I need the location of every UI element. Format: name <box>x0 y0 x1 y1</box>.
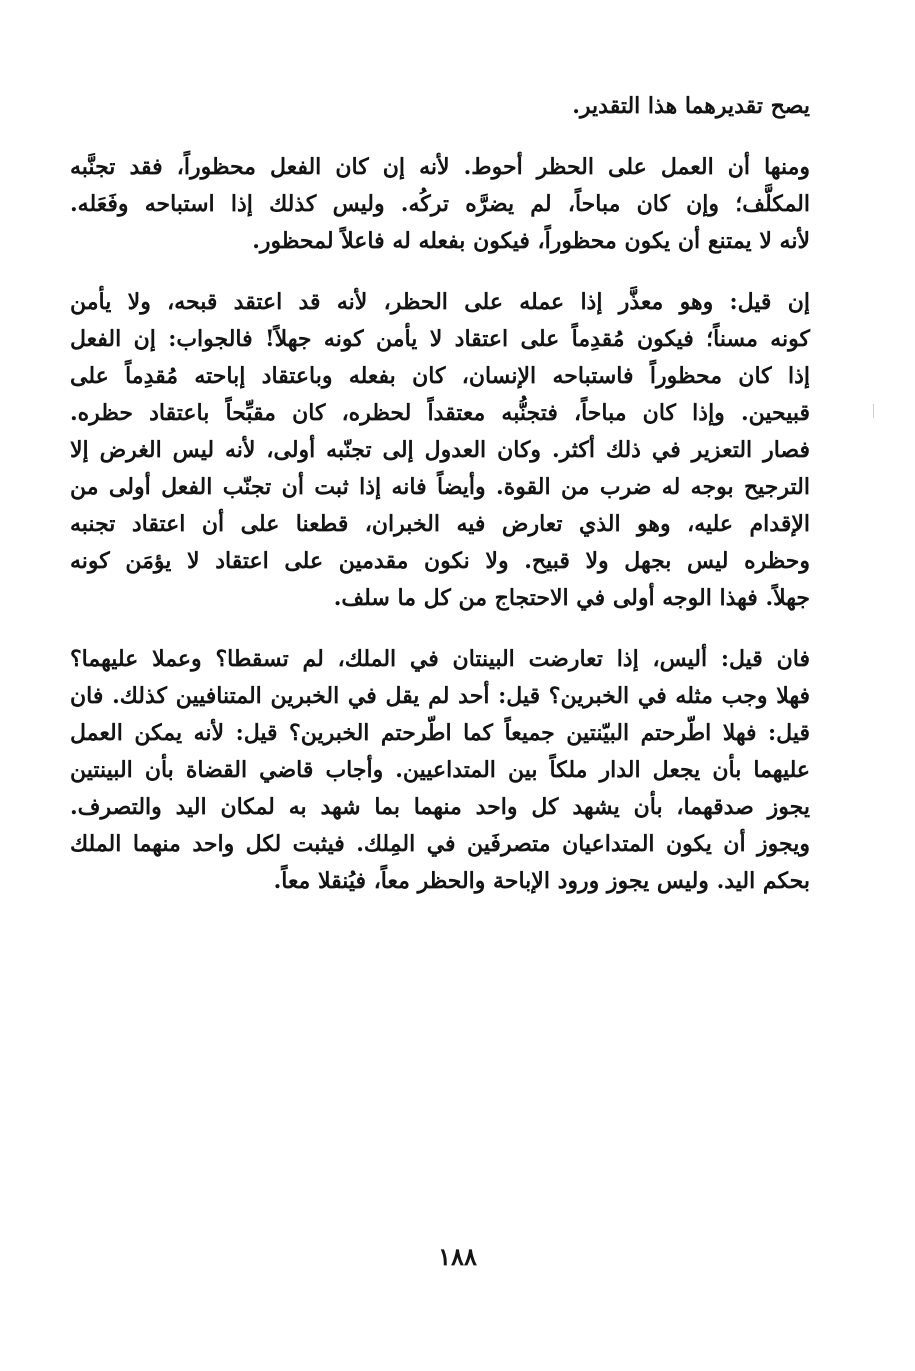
text-line: بحكم اليد. وليس يجوز ورود الإباحة والحظر معاً، فيُنقلا معاً. <box>273 868 810 894</box>
margin-mark <box>873 404 874 418</box>
paragraph-3 <box>70 284 810 617</box>
text-line: فان قيل: أليس، إذا تعارضت البينتان في الملك، لم تسقطا؟ وعملا عليهما؟ <box>70 646 810 672</box>
paragraph-4 <box>70 641 810 900</box>
text-line: يصح تقديرهما هذا التقدير. <box>572 93 810 119</box>
text-line: إذا كان محظوراً فاستباحه الإنسان، كان بفعله وباعتقاد إباحته مُقدِماً على <box>70 363 810 389</box>
text-line: ومنها أن العمل على الحظر أحوط. لأنه إن كان الفعل محظوراً، فقد تجنَّبه <box>70 154 810 180</box>
text-line: المكلَّف؛ وإن كان مباحاً، لم يضرَّه تركُه. وليس كذلك إذا استباحه وفَعَله. <box>70 191 810 217</box>
text-line: الإقدام عليه، وهو الذي تعارض فيه الخبران، قطعنا على أن اعتقاد تجنبه <box>70 511 810 537</box>
text-line: عليهما بأن يجعل الدار ملكاً بين المتداعيين. وأجاب قاضي القضاة بأن البينتين <box>70 757 810 783</box>
text-line: الترجيح بوجه له ضرب من القوة. وأيضاً فانه إذا ثبت أن تجنّب الفعل أولى من <box>70 474 810 500</box>
text-line: يجوز صدقهما، بأن يشهد كل واحد منهما بما شهد به لمكان اليد والتصرف. <box>70 794 810 820</box>
text-line: كونه مسناً؛ فيكون مُقدِماً على اعتقاد لا يأمن كونه جهلاً! فالجواب: إن الفعل <box>70 326 810 352</box>
text-line: وحظره ليس بجهل ولا قبيح. ولا نكون مقدمين على اعتقاد لا يؤمَن كونه <box>70 548 810 574</box>
text-line: ويجوز أن يكون المتداعيان متصرفَين في المِلك. فيثبت لكل واحد منهما الملك <box>70 831 810 857</box>
text-line: لأنه لا يمتنع أن يكون محظوراً، فيكون بفعله له فاعلاً لمحظور. <box>252 228 810 254</box>
paragraph-2 <box>70 149 810 260</box>
text-line: فصار التعزير في ذلك أكثر. وكان العدول إلى تجنّبه أولى، لأنه ليس الغرض إلا <box>70 437 810 463</box>
paragraph-1 <box>70 88 810 125</box>
text-line: جهلاً. فهذا الوجه أولى في الاحتجاج من كل ما سلف. <box>333 585 810 611</box>
text-body <box>70 88 810 900</box>
page-number: ١٨٨ <box>438 1242 477 1271</box>
text-line: فهلا وجب مثله في الخبرين؟ قيل: أحد لم يقل في الخبرين المتنافيين كذلك. فان <box>70 683 810 709</box>
text-line: قبيحين. وإذا كان مباحاً، فتجنُّبه معتقداً لحظره، كان مقبِّحاً باعتقاد حظره. <box>70 400 810 426</box>
text-line: قيل: فهلا اطّرحتم البيّنتين جميعاً كما اطّرحتم الخبرين؟ قيل: لأنه يمكن العمل <box>70 720 810 746</box>
text-line: إن قيل: وهو معذَّر إذا عمله على الحظر، لأنه قد اعتقد قبحه، ولا يأمن <box>70 289 810 315</box>
